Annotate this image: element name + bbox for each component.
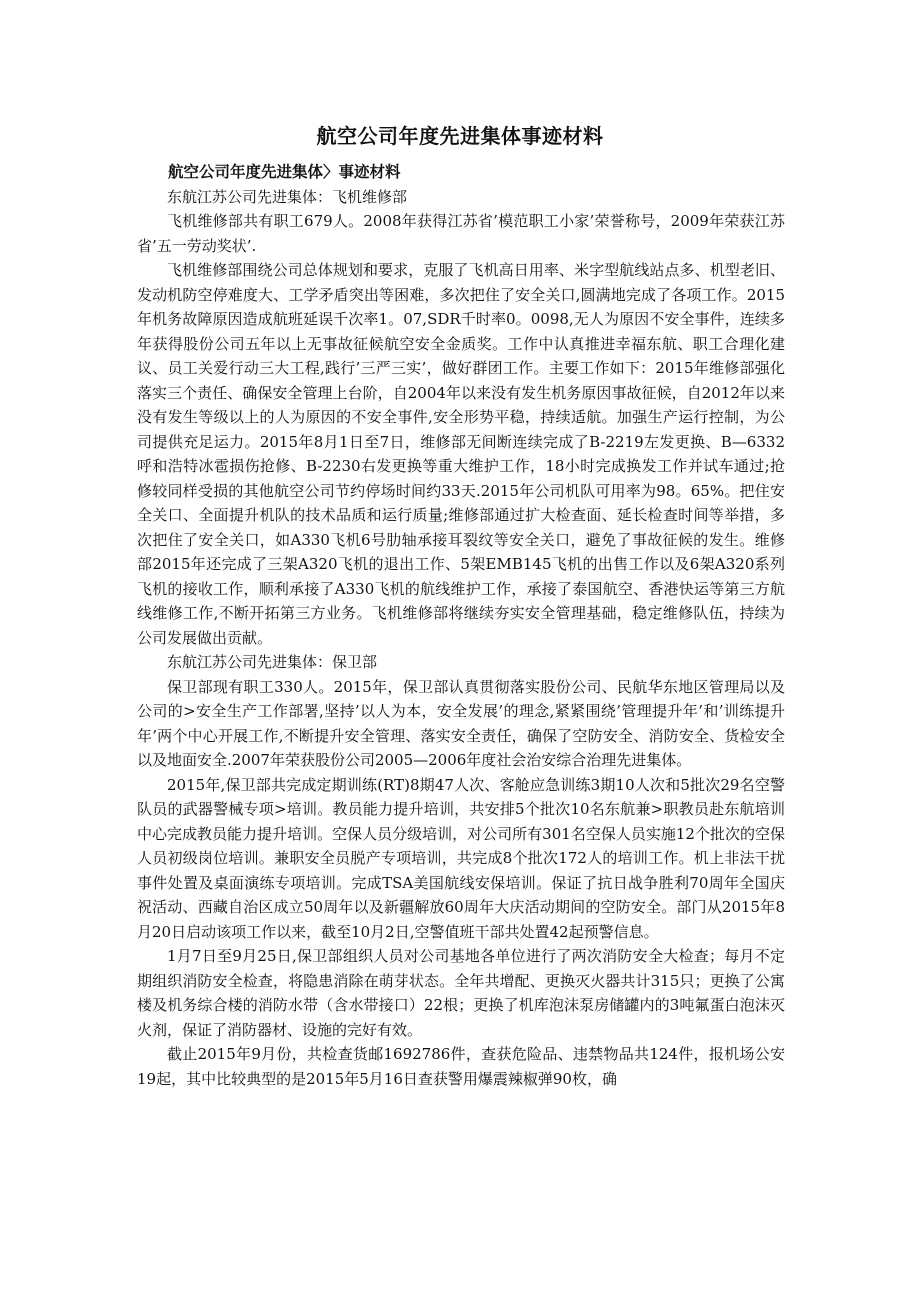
body-paragraph: 1月7日至9月25日,保卫部组织人员对公司基地各单位进行了两次消防安全大检查；每月不定期组织消防安全检查，将隐患消除在萌芽状态。全年共增配、更换灭火器共计315只；更换了公寓楼及机务综合楼的消防水带（含水带接口）22根；更换了机库泡沫泵房储罐内的3吨氟蛋白泡沫灭火剂，保证了消防器材、设施的完好有效。 — [137, 947, 785, 1039]
body-paragraph: 保卫部现有职工330人。2015年，保卫部认真贯彻落实股份公司、民航华东地区管理局以及公司的>安全生产工作部署,坚持’以人为本，安全发展’的理念,紧紧围绕’管理提升年’和’训练提升年’两个中心开展工作,不断提升安全管理、落实安全责任，确保了空防安全、消防安全、货检安全以及地面安全.2007年荣获股份公司2005—2006年度社会治安综合治理先进集体。 — [137, 677, 785, 769]
body-paragraph: 截止2015年9月份，共检查货邮1692786件，查获危险品、违禁物品共124件，报机场公安19起，其中比较典型的是2015年5月16日查获警用爆震辣椒弹90枚，确 — [137, 1045, 785, 1088]
document-title: 航空公司年度先进集体事迹材料 — [316, 124, 604, 148]
body-paragraph: 2015年,保卫部共完成定期训练(RT)8期47人次、客舱应急训练3期10人次和5批次29名空警队员的武器警械专项>培训。教员能力提升培训，共安排5个批次10名东航兼>职教员赴东航培训中心完成教员能力提升培训。空保人员分级培训，对公司所有301名空保人员实施12个批次的空保人员初级岗位培训。兼职安全员脱产专项培训，共完成8个批次172人的培训工作。机上非法干扰事件处置及桌面演练专项培训。完成TSA美国航线安保培训。保证了抗日战争胜利70周年全国庆祝活动、西藏自治区成立50周年以及新疆解放60周年大庆活动期间的空防安全。部门从2015年8月20日启动该项工作以来，截至10月2日,空警值班干部共处置42起预警信息。 — [137, 775, 785, 941]
body-paragraph: 飞机维修部围绕公司总体规划和要求，克服了飞机高日用率、米字型航线站点多、机型老旧、发动机防空停难度大、工学矛盾突出等困难，多次把住了安全关口,圆满地完成了各项工作。2015年机务故障原因造成航班延误千次率1。07,SDR千时率0。0098,无人为原因不安全事件，连续多年获得股份公司五年以上无事故征候航空安全金质奖。工作中认真推进幸福东航、职工合理化建议、员工关爱行动三大工程,践行’三严三实’，做好群团工作。主要工作如下：2015年维修部强化落实三个责任、确保安全管理上台阶，自2004年以来没有发生机务原因事故征候，自2012年以来没有发生等级以上的人为原因的不安全事件,安全形势平稳，持续适航。加强生产运行控制，为公司提供充足运力。2015年8月1日至7日，维修部无间断连续完成了B-2219左发更换、B—6332呼和浩特冰雹损伤抢修、B-2230右发更换等重大维护工作，18小时完成换发工作并试车通过;抢修较同样受损的其他航空公司节约停场时间约33天.2015年公司机队可用率为98。65%。把住安全关口、全面提升机队的技术品质和运行质量;维修部通过扩大检查面、延长检查时间等举措，多次把住了安全关口，如A330飞机6号肋轴承接耳裂纹等安全关口，避免了事故征候的发生。维修部2015年还完成了三架A320飞机的退出工作、5架EMB145飞机的出售工作以及6架A320系列飞机的接收工作，顺利承接了A330飞机的航线维护工作，承接了泰国航空、香港快运等第三方航线维修工作,不断开拓第三方业务。飞机维修部将继续夯实安全管理基础，稳定维修队伍，持续为公司发展做出贡献。 — [137, 261, 785, 647]
body-paragraph: 飞机维修部共有职工679人。2008年获得江苏省’模范职工小家’荣誉称号，2009年荣获江苏省’五一劳动奖状’. — [137, 212, 785, 255]
section-heading-maintenance: 东航江苏公司先进集体：飞机维修部 — [167, 187, 408, 206]
section-heading-security: 东航江苏公司先进集体：保卫部 — [167, 653, 378, 671]
document-body — [137, 160, 785, 1091]
document-subtitle: 航空公司年度先进集体〉事迹材料 — [168, 163, 401, 181]
